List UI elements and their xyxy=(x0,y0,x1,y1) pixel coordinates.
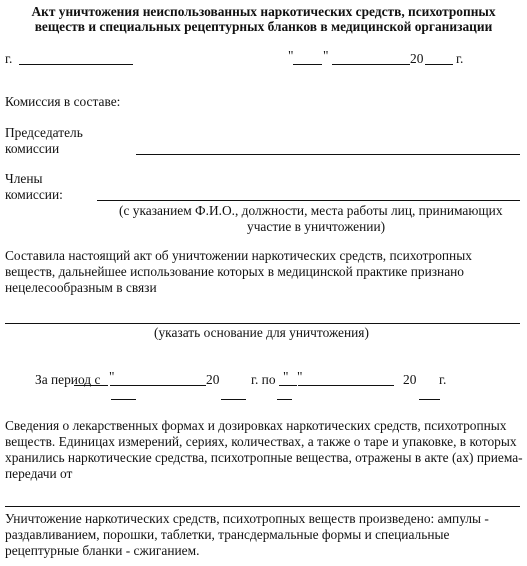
period-end-month-line[interactable] xyxy=(298,385,394,386)
period-end-year-suffix: г. xyxy=(439,372,447,387)
members-hint-line1: (с указанием Ф.И.О., должности, места работы лиц, принимающих xyxy=(119,203,503,218)
day-field-line[interactable] xyxy=(293,64,322,65)
city-prefix: г. xyxy=(5,51,13,66)
period-start-month-line[interactable] xyxy=(110,385,206,386)
chair-label-line1: Председатель xyxy=(5,125,83,140)
info-text-line3: хранились наркотические средства, психотропные вещества, отражены в акте (ах) приема- xyxy=(5,450,523,465)
year-field-line[interactable] xyxy=(425,64,453,65)
members-field-line[interactable] xyxy=(97,200,520,201)
info-text-line4: передачи от xyxy=(5,466,73,481)
commission-label: Комиссия в составе: xyxy=(5,94,121,109)
destruction-text-line1: Уничтожение наркотических средств, психотропных веществ произведено: ампулы - xyxy=(5,511,489,526)
period-label: За период с xyxy=(35,372,101,387)
city-field-line[interactable] xyxy=(19,64,133,65)
reason-field-line[interactable] xyxy=(5,323,520,324)
period-mid-label: г. по xyxy=(251,372,276,387)
members-label-line1: Члены xyxy=(5,171,43,186)
members-hint-line2: участие в уничтожении) xyxy=(247,219,386,234)
destruction-text-line3: рецептурные бланки - сжиганием. xyxy=(5,543,200,558)
chair-field-line[interactable] xyxy=(136,154,520,155)
reason-hint: (указать основание для уничтожения) xyxy=(154,325,369,340)
document-title-line2: веществ и специальных рецептурных бланков в медицинской организации xyxy=(34,19,493,34)
month-field-line[interactable] xyxy=(332,64,410,65)
year-suffix: г. xyxy=(456,51,464,66)
date-quote-close: " xyxy=(323,48,329,63)
period-end-quote-close: " xyxy=(297,369,303,384)
transfer-act-field-line[interactable] xyxy=(5,506,520,507)
period-start-year2-line[interactable] xyxy=(221,399,246,400)
period-end-quote-open: " xyxy=(283,369,289,384)
period-start-year-prefix: 20 xyxy=(206,372,220,387)
document-title-line1: Акт уничтожения неиспользованных наркотических средств, психотропных xyxy=(31,4,496,19)
info-text-line1: Сведения о лекарственных формах и дозировках наркотических средств, психотропных xyxy=(5,418,507,433)
act-text-line3: нецелесообразным в связи xyxy=(5,280,157,295)
period-end-year2-line[interactable] xyxy=(419,399,440,400)
chair-label-line2: комиссии xyxy=(5,141,60,156)
year-prefix: 20 xyxy=(410,51,424,66)
act-text-line2: веществ, дальнейшее использование которых в медицинской практике признано xyxy=(5,264,464,279)
act-text-line1: Составила настоящий акт об уничтожении наркотических средств, психотропных xyxy=(5,248,472,263)
period-start-quote: " xyxy=(109,369,115,384)
period-end-day-line[interactable] xyxy=(279,385,297,386)
destruction-text-line2: раздавливанием, порошки, таблетки, трансдермальные формы и специальные xyxy=(5,527,450,542)
period-start-day-line[interactable] xyxy=(74,385,108,386)
period-end-year-prefix: 20 xyxy=(403,372,417,387)
info-text-line2: веществ. Единицах измерений, сериях, количествах, а также о таре и упаковке, в которых xyxy=(5,434,517,449)
period-start-year-line[interactable] xyxy=(111,399,136,400)
date-quote-open: " xyxy=(288,48,294,63)
period-end-year-line[interactable] xyxy=(277,399,292,400)
members-label-line2: комиссии: xyxy=(5,187,63,202)
